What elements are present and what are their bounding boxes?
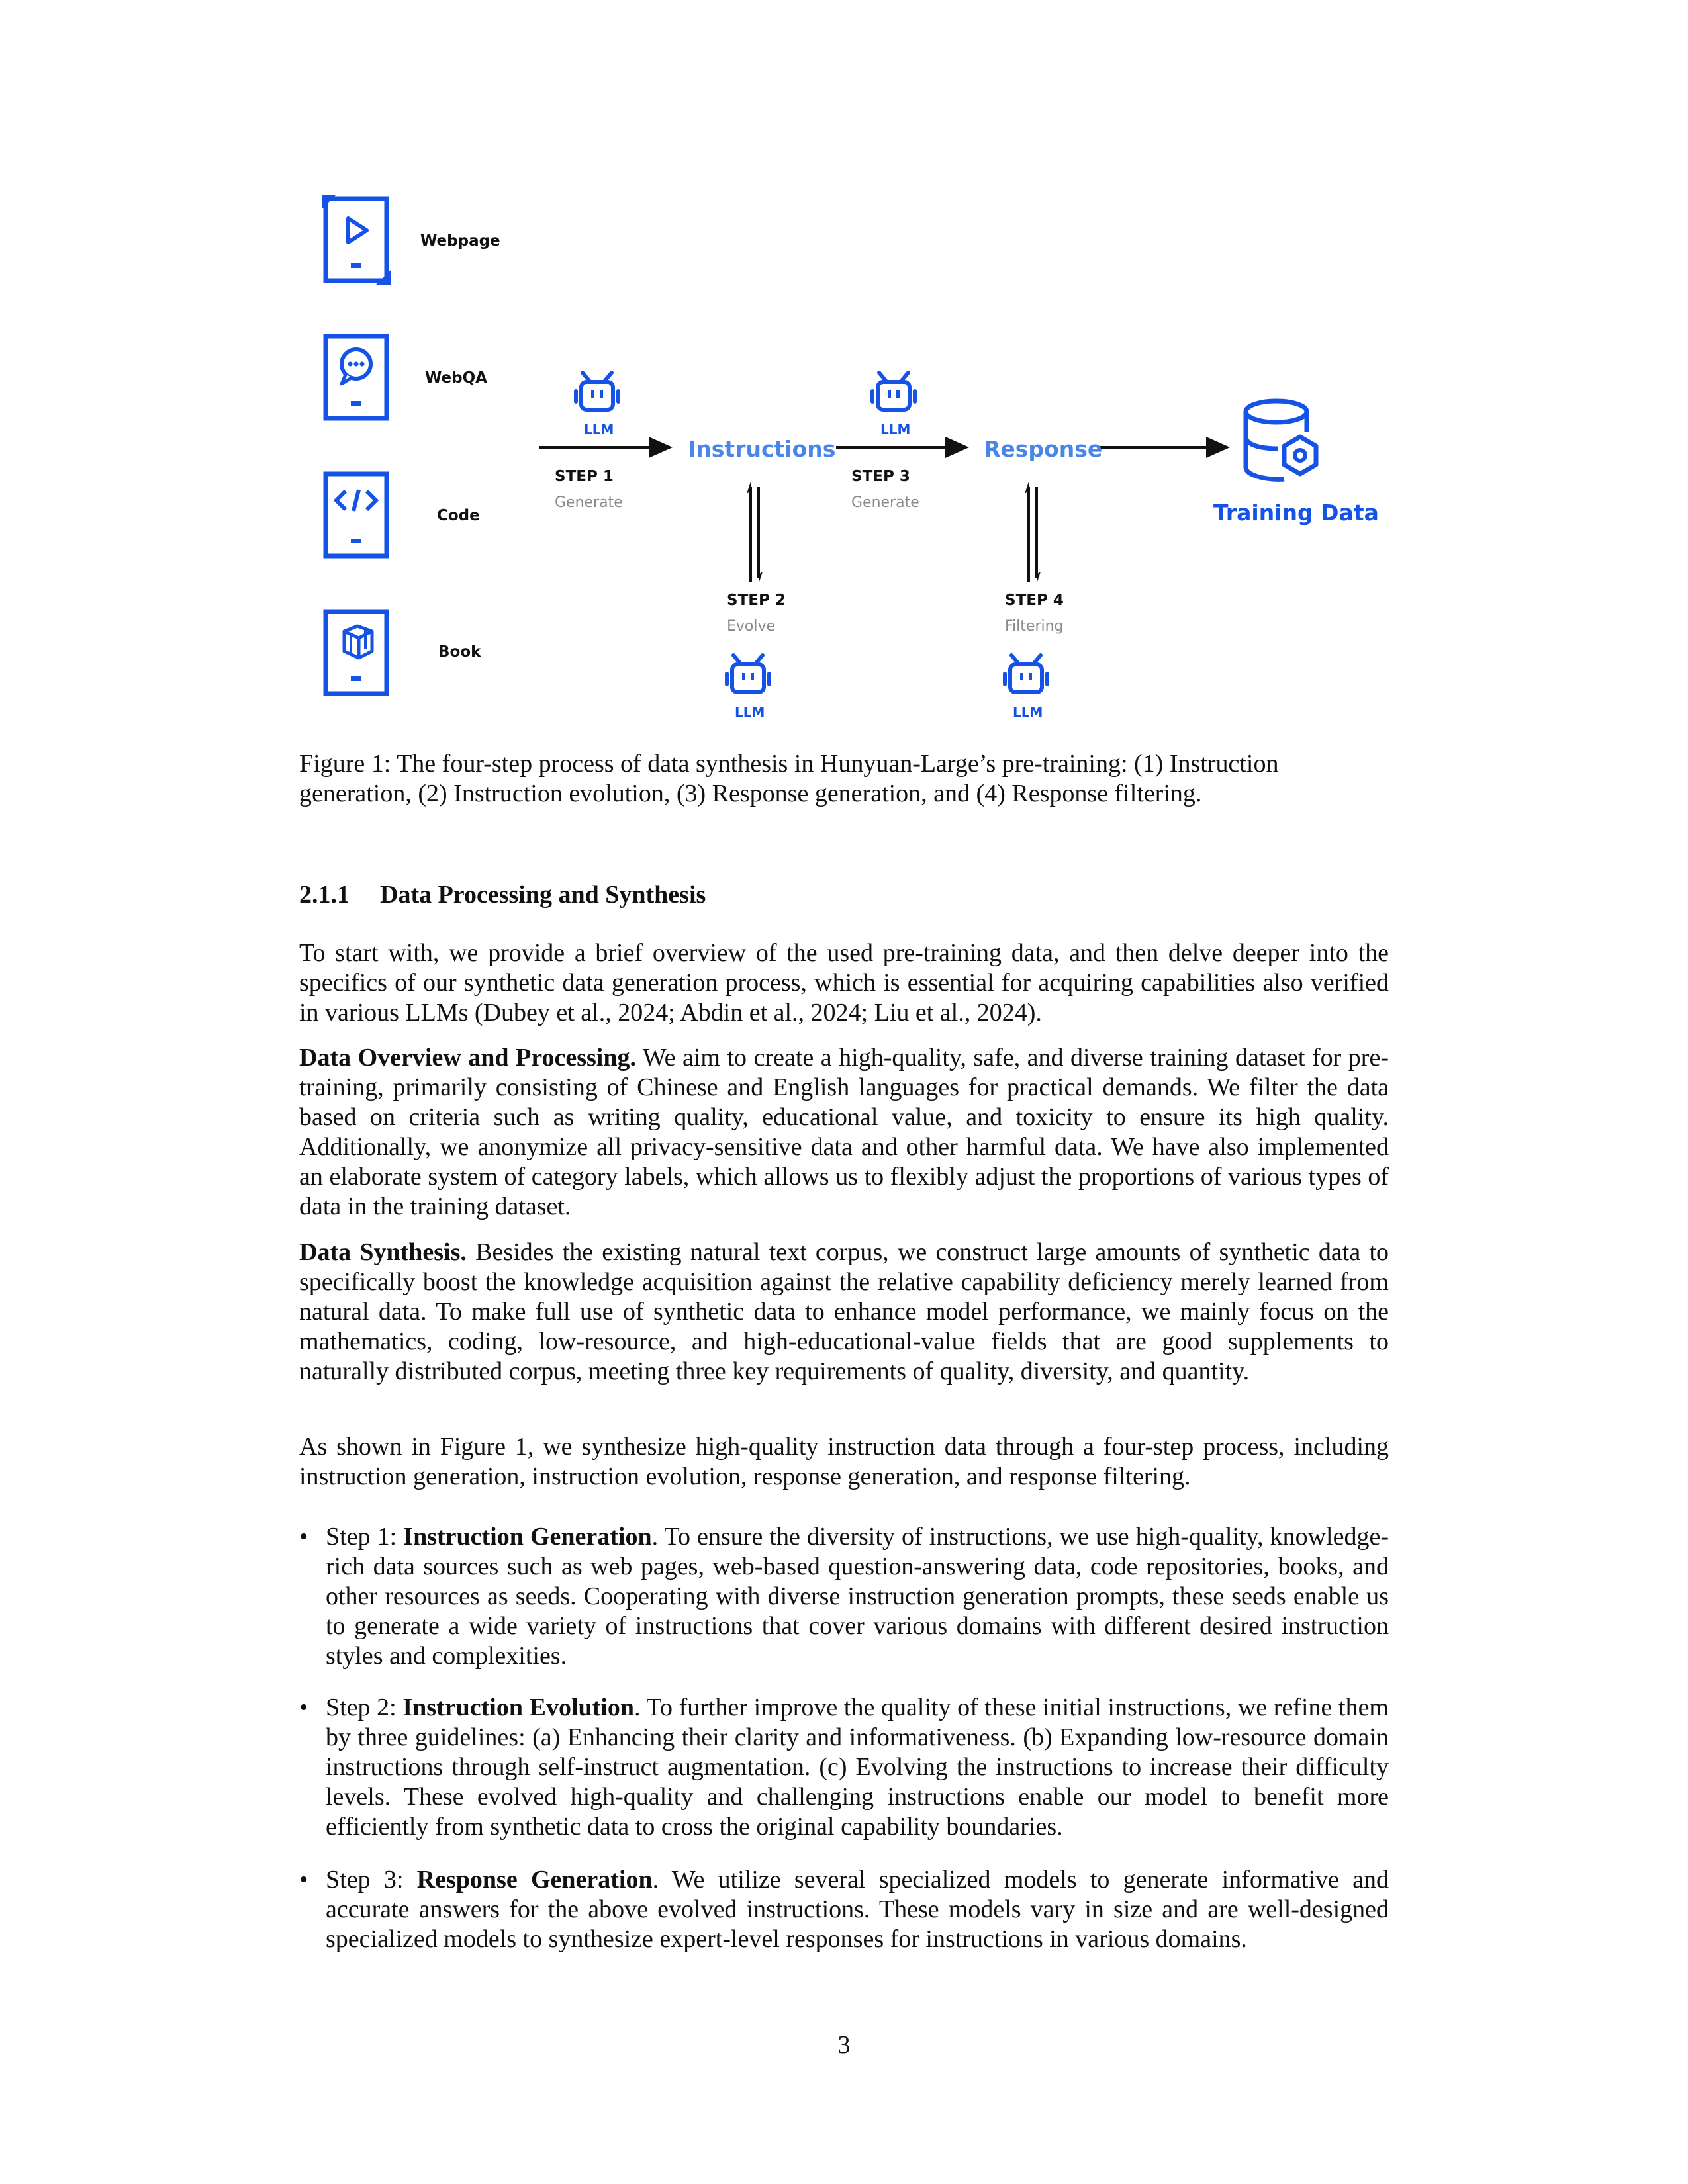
step-1-action: Generate (555, 494, 623, 511)
database-icon (1246, 401, 1316, 479)
arrow-step4 (1025, 482, 1041, 584)
llm-robot-icon-step2 (727, 655, 769, 692)
paragraph-as-shown: As shown in Figure 1, we synthesize high-quality instruction data through a four-step process, including instruction generation, instruction evolution, response generation, and response filtering. (299, 1433, 1389, 1490)
bullet-icon: • (299, 1523, 308, 1551)
bullet-prefix: Step 2: (326, 1694, 397, 1721)
node-label-training-data: Training Data (1213, 500, 1379, 525)
node-label-instructions: Instructions (688, 436, 836, 462)
webpage-icon (322, 195, 391, 285)
bullet-title: Instruction Generation (403, 1523, 652, 1551)
step-2-label: STEP 2 (727, 592, 786, 609)
page-number: 3 (837, 2031, 851, 2059)
book-icon (326, 612, 387, 694)
step-4-action: Filtering (1005, 618, 1064, 635)
paragraph-intro: To start with, we provide a brief overview of the used pre-training data, and then delve deeper into the specifics of our synthetic data generation process, which is essential for acquiring capabilities also verified in various LLMs (Dubey et al., 2024; Abdin et al., 2024; Liu et al., 2024). (299, 939, 1389, 1026)
bullet-icon: • (299, 1866, 308, 1893)
source-label-webqa: WebQA (425, 369, 487, 387)
bullet-title: Response Generation (416, 1866, 653, 1893)
llm-robot-icon-step3 (872, 373, 915, 410)
section-title: Data Processing and Synthesis (380, 881, 706, 909)
bullet-title: Instruction Evolution (402, 1694, 634, 1721)
llm-label-step3: LLM (880, 422, 911, 437)
paragraph-data-overview-title: Data Overview and Processing. (299, 1044, 636, 1071)
bullet-prefix: Step 3: (326, 1866, 404, 1893)
step-3-action: Generate (851, 494, 919, 511)
list-item-step-2 (299, 1693, 1389, 1842)
llm-label-step4: LLM (1013, 704, 1043, 720)
paragraph-data-synthesis-title: Data Synthesis. (299, 1238, 467, 1266)
step-2-action: Evolve (727, 618, 776, 635)
arrow-step2 (747, 482, 763, 584)
paragraph-data-overview-body: We aim to create a high-quality, safe, and diverse training dataset for pre-training, primarily consisting of Chinese and English languages for practical demands. We filter the data based on criteria such as writing quality, educational value, and toxicity to ensure its high quality. Additionally, we anonymize all privacy-sensitive data and other harmful data. We have also implemented an elaborate system of category labels, which allows us to flexibly adjust the proportions of various types of data in the training dataset. (299, 1044, 1389, 1220)
step-3-label: STEP 3 (851, 468, 910, 485)
figure-caption: Figure 1: The four-step process of data synthesis in Hunyuan-Large’s pre-training: (1) Instruction generation, (2) Instruction evolution, (3) Response generation, and (4) Response filtering. (299, 750, 1279, 807)
section-heading (299, 880, 706, 909)
bullet-body: . We utilize several specialized models to generate informative and accurate answers for the above evolved instructions. These models vary in size and are well-designed specialized models to synthesize expert-level responses for instructions in various domains. (326, 1866, 1389, 1953)
source-label-book: Book (438, 643, 481, 660)
bullet-prefix: Step 1: (326, 1523, 397, 1551)
list-item-step-1 (299, 1522, 1389, 1671)
figure-1 (291, 185, 1403, 728)
step-1-label: STEP 1 (555, 468, 614, 485)
step-4-label: STEP 4 (1005, 592, 1064, 609)
section-number: 2.1.1 (299, 881, 350, 909)
paragraph-data-synthesis (299, 1238, 1389, 1387)
llm-robot-icon-step4 (1005, 655, 1047, 692)
paragraph-data-synthesis-body: Besides the existing natural text corpus, we construct large amounts of synthetic data to specifically boost the knowledge acquisition against the relative capability deficiency merely learned from natural data. To make full use of synthetic data to enhance model performance, we mainly focus on the mathematics, coding, low-resource, and high-educational-value fields that are good supplements to naturally distributed corpus, meeting three key requirements of quality, diversity, and quantity. (299, 1238, 1389, 1385)
bullet-body: . To further improve the quality of these initial instructions, we refine them by three guidelines: (a) Enhancing their clarity and informativeness. (b) Expanding low-resource domain instructions through self-instruct augmentation. (c) Evolving the instructions to increase their difficulty levels. These evolved high-quality and challenging instructions enable our model to benefit more efficiently from synthetic data to cross the original capability boundaries. (326, 1694, 1389, 1841)
bullet-body: . To ensure the diversity of instructions, we use high-quality, knowledge-rich data sources such as web pages, web-based question-answering data, code repositories, books, and other resources as seeds. Cooperating with diverse instruction generation prompts, these seeds enable us to generate a wide variety of instructions that cover various domains with different desired instruction styles and complexities. (326, 1523, 1389, 1670)
bullet-icon: • (299, 1694, 308, 1721)
paragraph-data-overview (299, 1043, 1389, 1222)
list-item-step-3 (299, 1865, 1389, 1954)
node-label-response: Response (984, 436, 1103, 462)
llm-label-step2: LLM (735, 704, 765, 720)
llm-robot-icon-step1 (576, 373, 618, 410)
llm-label-step1: LLM (584, 422, 614, 437)
code-icon (326, 474, 387, 556)
source-label-webpage: Webpage (420, 232, 500, 250)
source-label-code: Code (437, 507, 480, 524)
webqa-icon (326, 336, 387, 418)
